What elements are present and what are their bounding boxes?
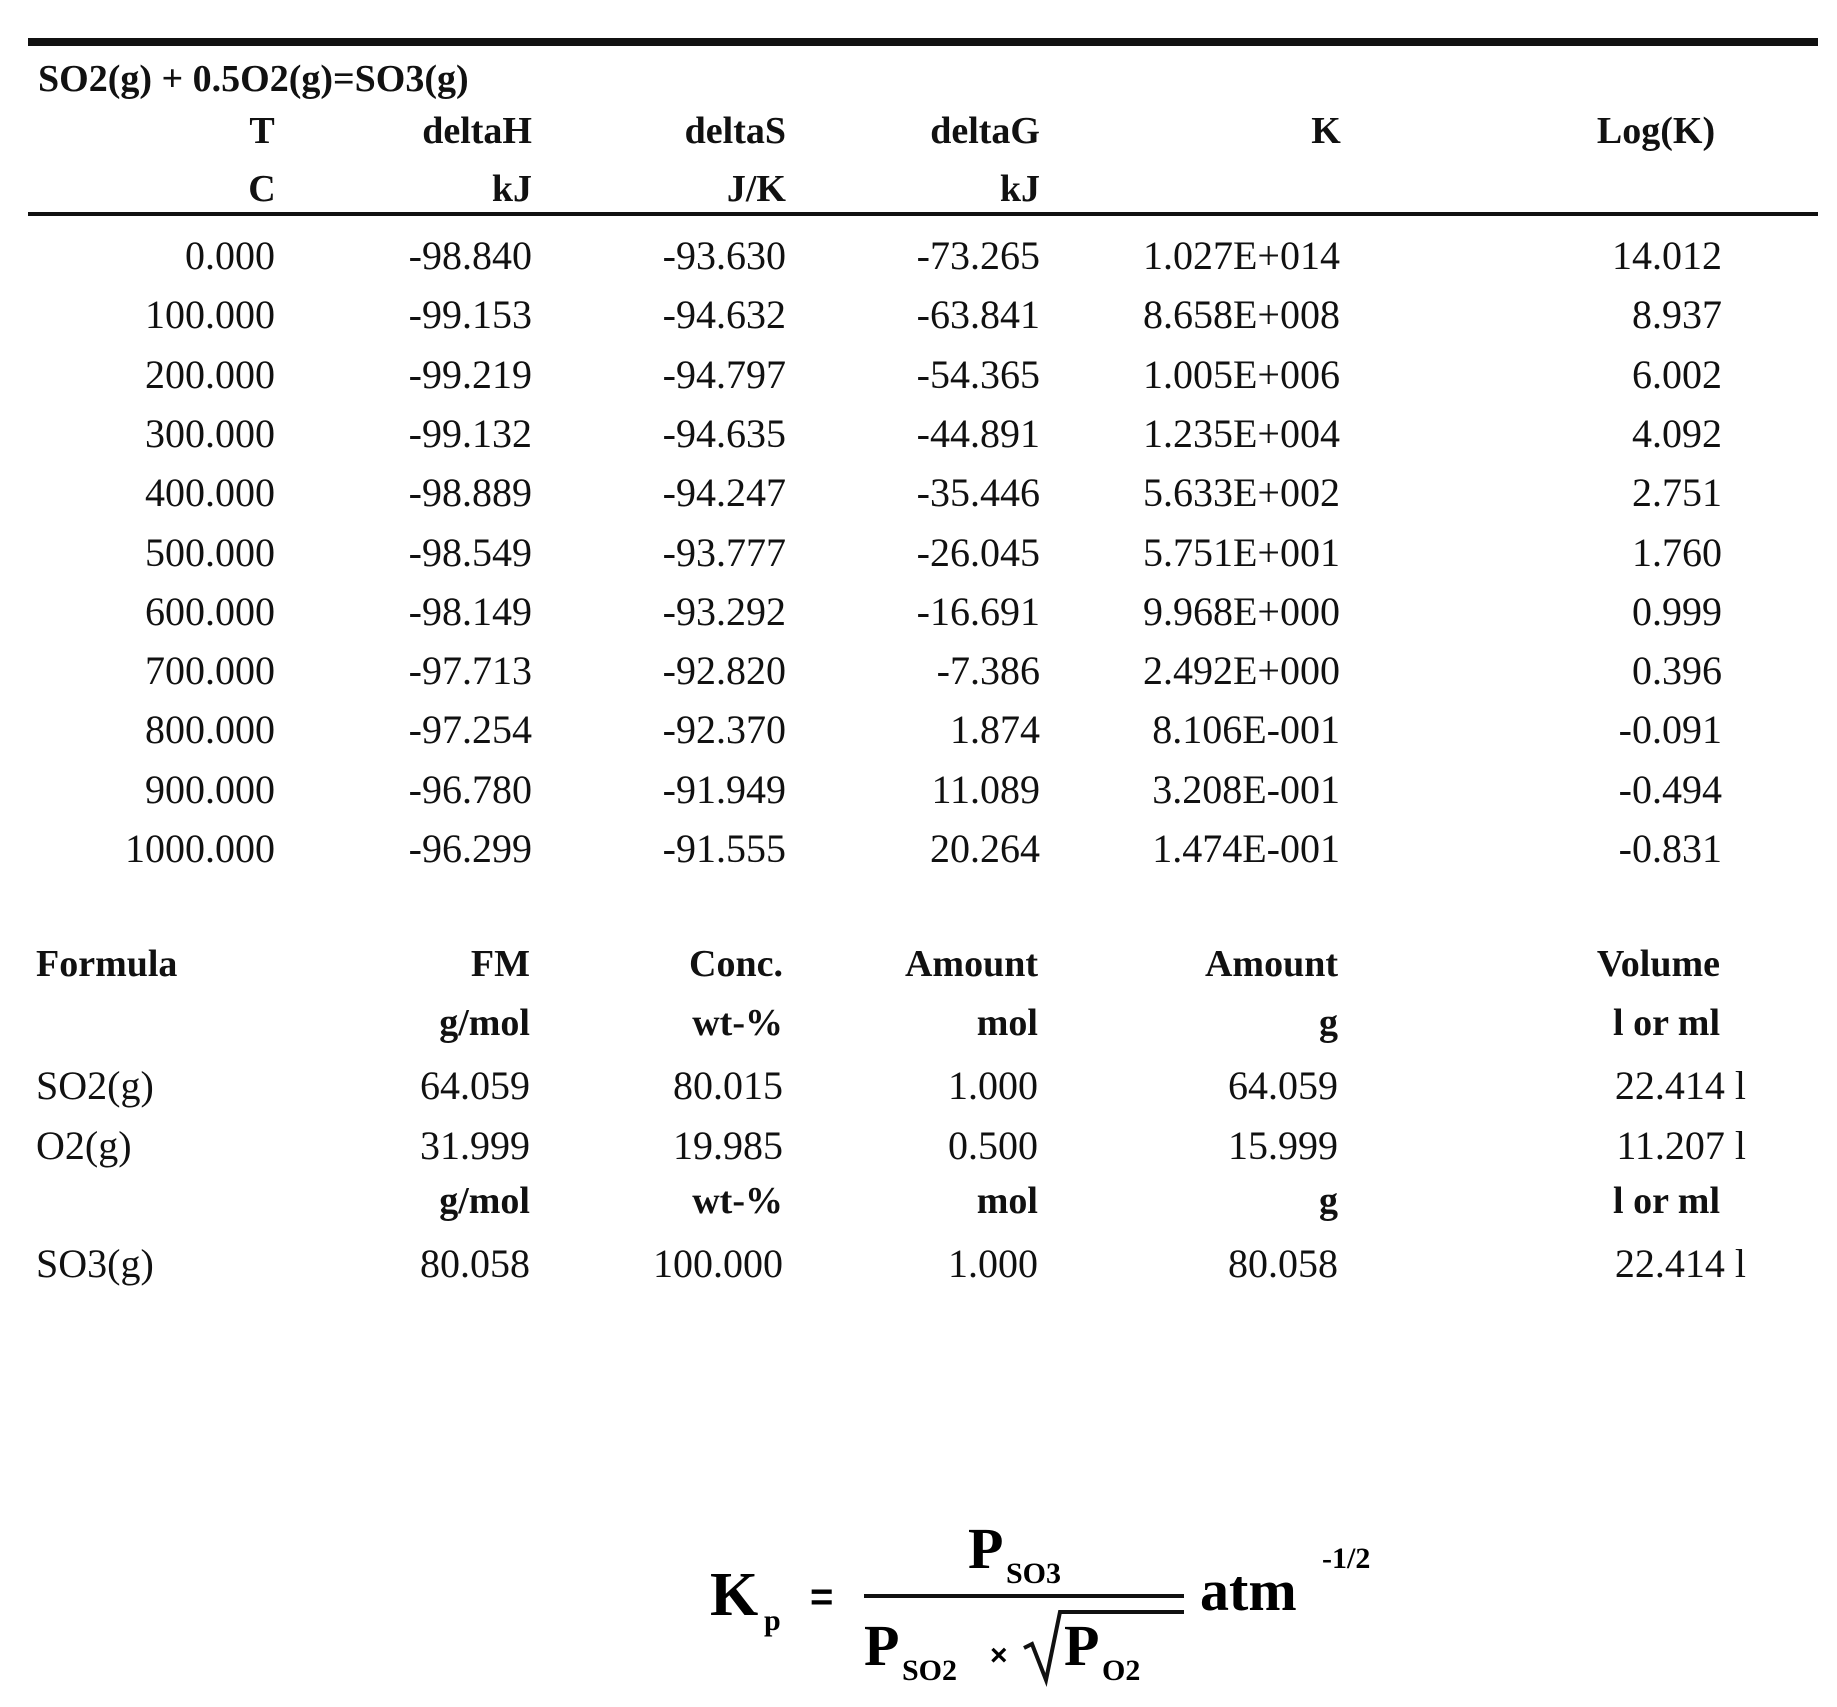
species-unit-cell: wt-% — [692, 1002, 783, 1044]
thermo-cell: 100.000 — [145, 292, 275, 338]
thermo-unit-cell: C — [248, 168, 276, 210]
thermo-cell: -99.132 — [408, 410, 532, 456]
species-header-cell: Formula — [36, 943, 178, 985]
species-cell: 0.500 — [948, 1123, 1038, 1168]
species-cell: 64.059 — [1228, 1063, 1338, 1108]
thermo-cell: 500.000 — [145, 529, 275, 575]
fraction-bar — [864, 1594, 1184, 1598]
species-header-cell: Volume — [1596, 943, 1720, 985]
thermo-header-cell: deltaH — [422, 110, 532, 152]
species-header-cell: Conc. — [689, 943, 783, 985]
thermo-cell: -91.949 — [662, 766, 786, 812]
species-cell: 15.999 — [1228, 1123, 1338, 1168]
thermo-cell: -93.292 — [662, 588, 786, 634]
thermo-cell: 900.000 — [145, 766, 275, 812]
thermo-cell: 200.000 — [145, 351, 275, 397]
kp-subscript: p — [764, 1604, 781, 1637]
thermo-cell: 5.751E+001 — [1143, 529, 1340, 575]
thermo-cell: 6.002 — [1632, 351, 1722, 397]
species-cell: SO2(g) — [36, 1063, 154, 1108]
species-unit-cell: l or ml — [1613, 1180, 1720, 1222]
thermo-cell: 5.633E+002 — [1143, 470, 1340, 516]
species-cell: O2(g) — [36, 1123, 132, 1168]
thermo-cell: -98.549 — [408, 529, 532, 575]
thermo-cell: -94.632 — [662, 292, 786, 338]
thermo-cell: -98.149 — [408, 588, 532, 634]
thermo-cell: 8.937 — [1632, 292, 1722, 338]
thermo-cell: 300.000 — [145, 410, 275, 456]
equals-sign: = — [810, 1575, 834, 1619]
species-cell: 80.015 — [673, 1063, 783, 1108]
thermo-cell: 14.012 — [1612, 233, 1722, 278]
thermo-cell: -73.265 — [916, 233, 1040, 278]
species-cell: 31.999 — [420, 1123, 530, 1168]
species-unit-cell: g/mol — [439, 1180, 530, 1222]
thermo-cell: -93.777 — [662, 529, 786, 575]
species-cell: 100.000 — [653, 1241, 783, 1286]
thermo-header-cell: T — [249, 110, 275, 152]
thermo-header-cell: deltaG — [930, 110, 1040, 152]
thermo-cell: -96.780 — [408, 766, 532, 812]
thermo-header-cell: K — [1311, 110, 1341, 152]
thermo-cell: -98.840 — [408, 233, 532, 278]
thermo-cell: 2.751 — [1632, 470, 1722, 516]
top-rule — [28, 38, 1818, 46]
thermo-cell: -0.831 — [1618, 826, 1722, 871]
unit-exponent: -1/2 — [1322, 1542, 1371, 1575]
thermo-cell: -35.446 — [916, 470, 1040, 516]
kp-symbol: K — [710, 1561, 759, 1629]
kp-equation — [700, 1510, 1460, 1690]
thermo-cell: 1.474E-001 — [1152, 826, 1340, 871]
species-unit-cell: g — [1319, 1002, 1338, 1044]
species-cell: 80.058 — [420, 1241, 530, 1286]
thermo-unit-cell: kJ — [491, 168, 532, 210]
thermo-cell: -94.247 — [662, 470, 786, 516]
thermo-cell: 800.000 — [145, 707, 275, 753]
thermo-cell: 1.235E+004 — [1143, 410, 1340, 456]
species-unit-cell: mol — [976, 1002, 1038, 1044]
species-cell: SO3(g) — [36, 1241, 154, 1286]
species-header-cell: FM — [470, 943, 530, 985]
species-unit-cell: g/mol — [439, 1002, 530, 1044]
species-cell: 19.985 — [673, 1123, 783, 1168]
species-unit-cell: g — [1319, 1180, 1338, 1222]
thermo-cell: -0.494 — [1618, 766, 1722, 812]
species-cell: 1.000 — [948, 1063, 1038, 1108]
thermo-cell: -92.820 — [662, 648, 786, 694]
species-cell: 22.414 l — [1614, 1241, 1746, 1286]
denominator-p2: P — [1064, 1613, 1100, 1678]
species-cell: 80.058 — [1228, 1241, 1338, 1286]
denominator-subscript1: SO2 — [902, 1654, 958, 1687]
thermo-cell: -96.299 — [408, 826, 532, 871]
thermo-cell: -99.219 — [408, 351, 532, 397]
species-cell: 11.207 l — [1616, 1123, 1746, 1168]
thermo-cell: -97.254 — [408, 707, 532, 753]
thermo-cell: -94.797 — [662, 351, 786, 397]
thermo-cell: -54.365 — [916, 351, 1040, 397]
unit-atm: atm — [1200, 1558, 1297, 1623]
header-rule — [28, 212, 1818, 216]
thermo-cell: 700.000 — [145, 648, 275, 694]
thermo-cell: -97.713 — [408, 648, 532, 694]
thermo-cell: -93.630 — [662, 233, 786, 278]
denominator-subscript2: O2 — [1102, 1654, 1141, 1687]
species-header-cell: Amount — [904, 943, 1038, 985]
thermo-cell: 8.658E+008 — [1143, 292, 1340, 338]
thermo-cell: -98.889 — [408, 470, 532, 516]
thermo-header-cell: deltaS — [684, 110, 786, 152]
thermo-cell: 1.005E+006 — [1143, 351, 1340, 397]
thermo-cell: 9.968E+000 — [1143, 588, 1340, 634]
species-unit-cell: l or ml — [1613, 1002, 1720, 1044]
thermo-cell: 20.264 — [930, 826, 1040, 871]
species-cell: 64.059 — [420, 1063, 530, 1108]
species-header-cell: Amount — [1204, 943, 1338, 985]
thermo-cell: 0.000 — [185, 233, 275, 278]
thermo-cell: -92.370 — [662, 707, 786, 753]
thermo-unit-cell: J/K — [726, 168, 786, 210]
thermo-cell: 4.092 — [1632, 410, 1722, 456]
reaction-title: SO2(g) + 0.5O2(g)=SO3(g) — [38, 58, 469, 100]
thermo-cell: 8.106E-001 — [1152, 707, 1340, 753]
denominator-p1: P — [864, 1613, 900, 1678]
species-unit-cell: wt-% — [692, 1180, 783, 1222]
thermo-cell: -91.555 — [662, 826, 786, 871]
species-unit-cell: mol — [976, 1180, 1038, 1222]
thermo-cell: 1.760 — [1632, 529, 1722, 575]
thermo-cell: 400.000 — [145, 470, 275, 516]
thermo-cell: -26.045 — [916, 529, 1040, 575]
thermo-cell: -7.386 — [936, 648, 1040, 694]
thermo-cell: 1.027E+014 — [1143, 233, 1340, 278]
species-cell: 1.000 — [948, 1241, 1038, 1286]
thermo-cell: 11.089 — [931, 766, 1040, 812]
thermo-cell: 0.999 — [1632, 588, 1722, 634]
thermo-cell: 600.000 — [145, 588, 275, 634]
thermo-unit-cell: kJ — [999, 168, 1040, 210]
species-cell: 22.414 l — [1614, 1063, 1746, 1108]
thermo-header-cell: Log(K) — [1596, 110, 1716, 152]
thermo-cell: -44.891 — [916, 410, 1040, 456]
thermo-cell: 3.208E-001 — [1152, 766, 1340, 812]
thermo-cell: 0.396 — [1632, 648, 1722, 694]
numerator-subscript: SO3 — [1006, 1557, 1062, 1590]
thermo-cell: 1000.000 — [125, 826, 275, 871]
thermo-cell: -63.841 — [916, 292, 1040, 338]
thermo-cell: -94.635 — [662, 410, 786, 456]
thermo-cell: 2.492E+000 — [1143, 648, 1340, 694]
thermo-cell: 1.874 — [950, 707, 1040, 753]
times-sign: × — [990, 1639, 1008, 1672]
thermo-cell: -99.153 — [408, 292, 532, 338]
numerator-p: P — [968, 1516, 1004, 1581]
thermo-cell: -16.691 — [916, 588, 1040, 634]
thermo-cell: -0.091 — [1618, 707, 1722, 753]
